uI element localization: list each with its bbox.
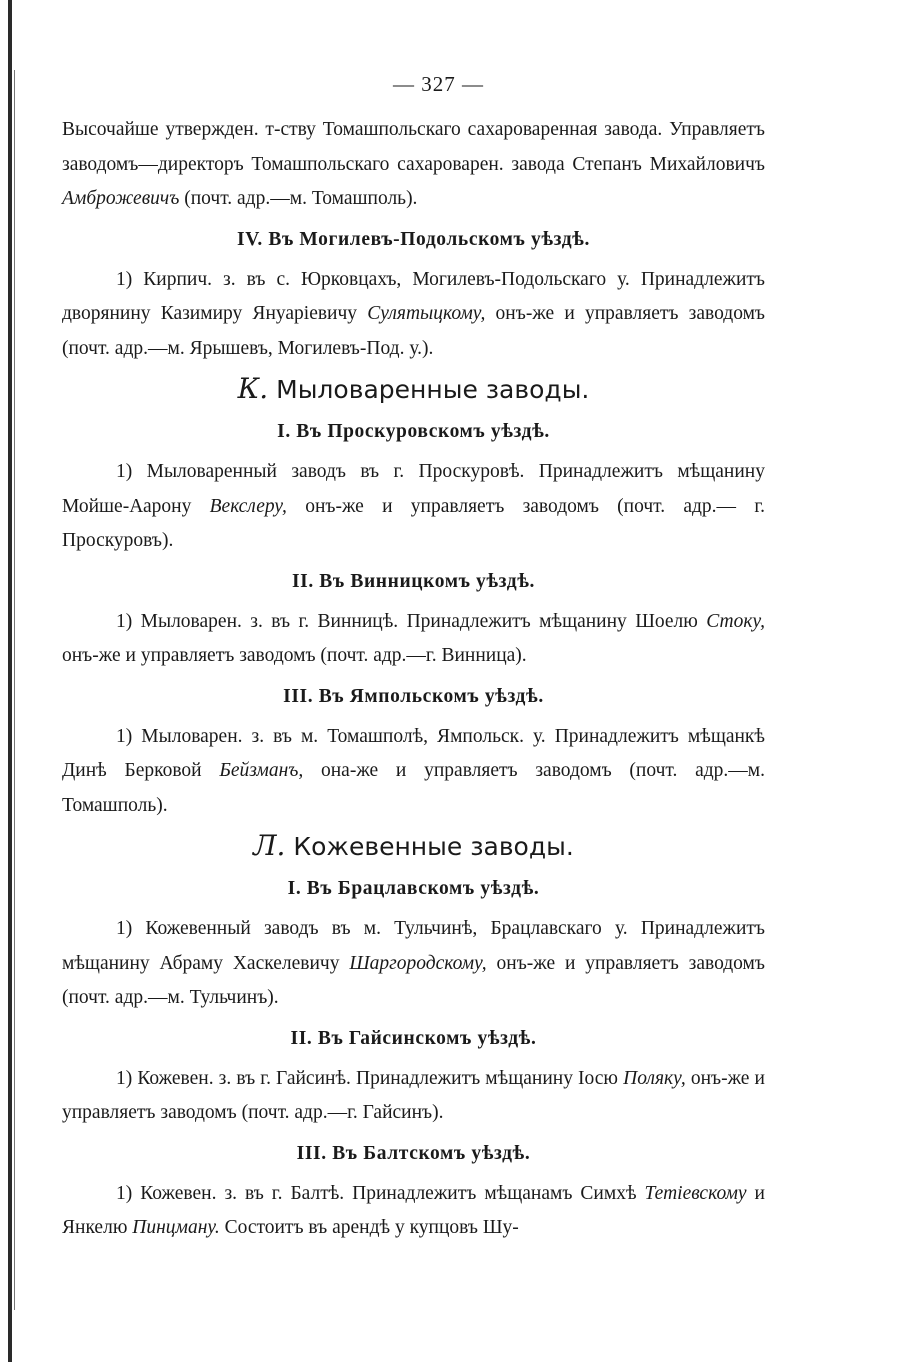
document-page [62, 72, 765, 1246]
paragraph-text: онъ-же и управляетъ заводомъ (почт. адр.—м. Тульчинъ). [62, 952, 765, 1008]
owner-surname: Векслеру, [209, 495, 287, 517]
district-heading: III. Въ Ямпольскомъ уѣздѣ. [283, 685, 544, 707]
entry-paragraph [62, 605, 765, 674]
district-heading: IV. Въ Могилевъ-Подольскомъ уѣздѣ. [237, 228, 590, 250]
district-heading: I. Въ Проскуровскомъ уѣздѣ. [277, 421, 550, 442]
entry-paragraph [62, 113, 765, 217]
paragraph-text: 1) Мыловаренный заводъ въ г. Проскуровѣ. Принадлежитъ мѣщанину Мойше-Аарону [62, 461, 765, 517]
paragraph-text: она-же и управляетъ заводомъ (почт. адр.—м. Томашполь). [62, 760, 765, 816]
owner-surname: Стоку, [706, 610, 765, 632]
owner-surname: Тетіевскому [644, 1182, 747, 1204]
district-heading: II. Въ Гайсинскомъ уѣздѣ. [290, 1027, 537, 1049]
owner-surname: Поляку, [623, 1067, 686, 1089]
page-binding-edge-inner [14, 70, 15, 1310]
section-heading [62, 370, 765, 409]
paragraph-text: онъ-же и управляетъ заводомъ (почт. адр.—г. Гайсинъ). [62, 1067, 765, 1123]
entry-paragraph [62, 263, 765, 367]
entry-paragraph [62, 720, 765, 824]
page-binding-edge [8, 0, 12, 1362]
entry-paragraph [62, 1177, 765, 1246]
district-heading: II. Въ Винницкомъ уѣздѣ. [291, 570, 536, 592]
paragraph-text: 1) Мыловарен. з. въ м. Томашполѣ, Ямпольск. у. Принадлежитъ мѣщанкѣ Динѣ Берковой [62, 725, 765, 781]
entry-paragraph [62, 455, 765, 559]
paragraph-text: 1) Кожевен. з. въ г. Балтѣ. Принадлежитъ мѣщанамъ Симхѣ [116, 1182, 645, 1204]
paragraph-text: 1) Мыловарен. з. въ г. Винницѣ. Принадлежитъ мѣщанину Шоелю [116, 610, 707, 632]
paragraph-text: онъ-же и управляетъ заводомъ (почт. адр.—м. Ярышевъ, Могилевъ-Под. у.). [62, 303, 765, 359]
district-heading: I. Въ Брацлавскомъ уѣздѣ. [287, 878, 540, 899]
owner-surname: Шаргородскому, [349, 952, 487, 974]
section-title: Мыловаренные заводы. [276, 375, 590, 404]
owner-surname: Амброжевичъ [62, 188, 180, 209]
owner-surname: Бейзманъ, [219, 760, 304, 781]
paragraph-text: Состоитъ въ арендѣ у купцовъ Шу- [219, 1217, 519, 1238]
paragraph-text: Высочайше утвержден. т-ству Томашпольскаго сахароваренная завода. Управляетъ заводомъ—директоръ Томашпольскаго сахароварен. завода Степанъ Михайловичъ [62, 119, 765, 175]
section-letter: К. [237, 372, 269, 405]
section-heading [62, 827, 765, 866]
paragraph-text: 1) Кожевен. з. въ г. Гайсинѣ. Принадлежитъ мѣщанину Іосю [116, 1067, 624, 1089]
paragraph-text: онъ-же и управляетъ заводомъ (почт. адр.— г. Проскуровъ). [62, 495, 765, 551]
section-letter: Л. [253, 829, 286, 862]
section-title: Кожевенные заводы. [293, 832, 574, 861]
paragraph-text: 1) Кирпич. з. въ с. Юрковцахъ, Могилевъ-Подольскаго у. Принадлежитъ дворянину Казимиру Януаріевичу [62, 268, 765, 324]
paragraph-text: онъ-же и управляетъ заводомъ (почт. адр.—г. Винница). [62, 645, 527, 666]
page-content [62, 113, 765, 1246]
paragraph-text: (почт. адр.—м. Томашполь). [179, 188, 418, 209]
paragraph-text: и Янкелю [62, 1182, 765, 1238]
owner-surname: Сулятыцкому, [367, 303, 486, 324]
entry-paragraph [62, 912, 765, 1016]
entry-paragraph [62, 1062, 765, 1131]
paragraph-text: 1) Кожевенный заводъ въ м. Тульчинѣ, Брацлавскаго у. Принадлежитъ мѣщанину Абраму Хаскелевичу [62, 918, 765, 974]
page-number: — 327 — [393, 72, 484, 96]
district-heading: III. Въ Балтскомъ уѣздѣ. [296, 1142, 531, 1164]
owner-surname: Пинцману. [132, 1217, 220, 1238]
